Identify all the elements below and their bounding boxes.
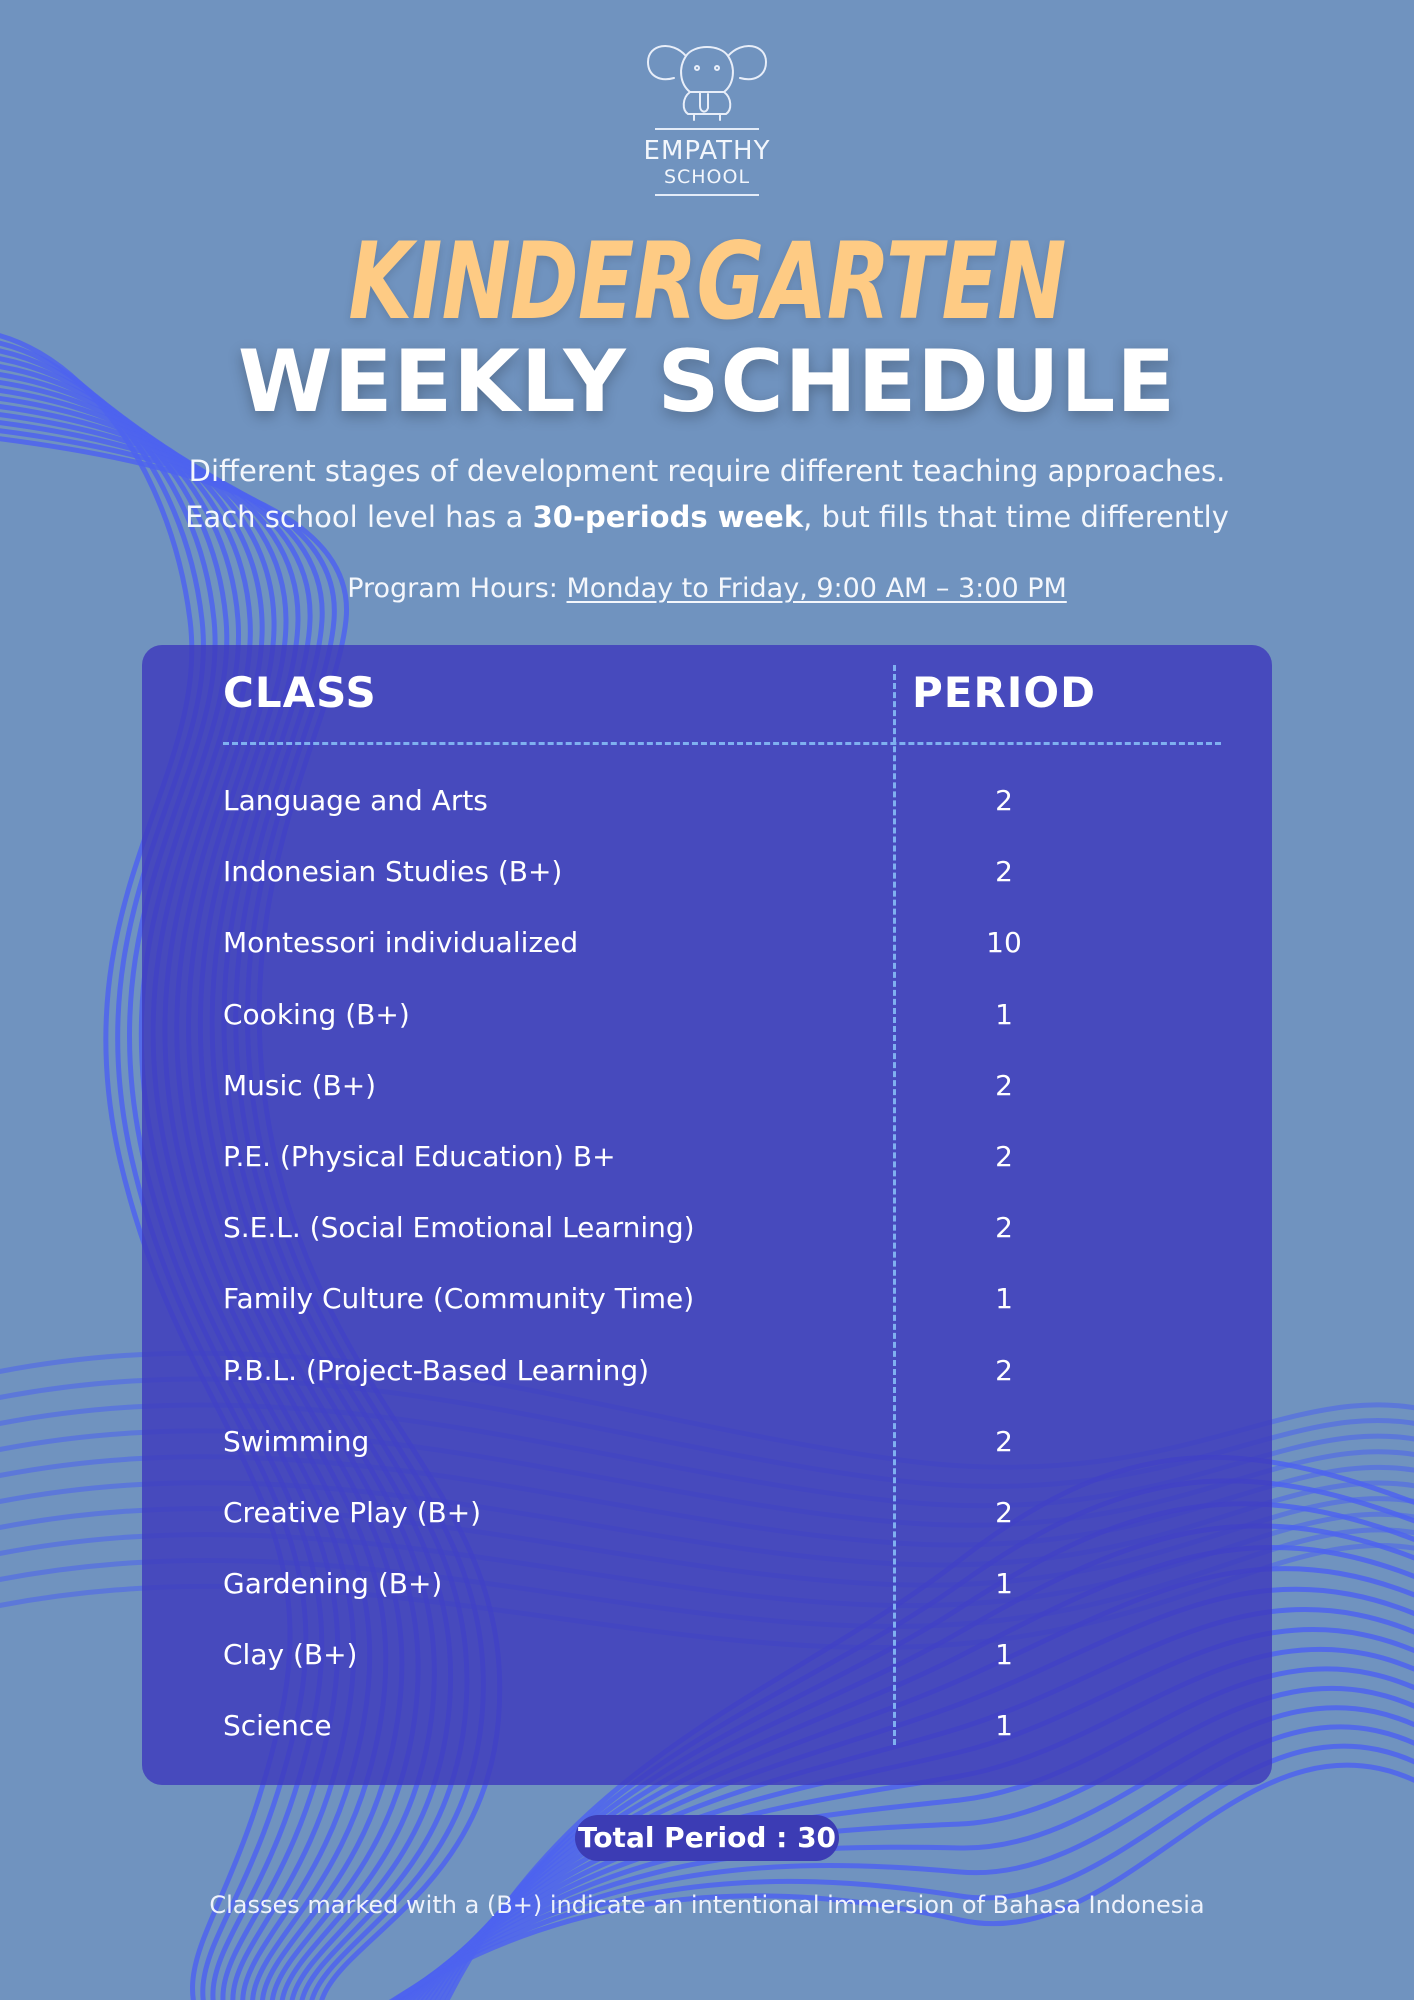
class-period: 2 — [995, 1068, 1013, 1102]
table-row — [142, 1414, 1272, 1485]
class-name: Creative Play (B+) — [223, 1495, 482, 1529]
class-period: 1 — [995, 1638, 1013, 1672]
table-row — [142, 1556, 1272, 1627]
elephant-icon — [642, 36, 772, 128]
table-row — [142, 1485, 1272, 1556]
class-period: 2 — [995, 784, 1013, 817]
program-hours-value: Monday to Friday, 9:00 AM – 3:00 PM — [566, 573, 1067, 604]
table-row — [142, 915, 1272, 986]
header-period: PERIOD — [911, 668, 1096, 717]
class-period: 2 — [995, 1495, 1013, 1529]
class-period: 10 — [986, 926, 1022, 960]
table-row — [142, 1200, 1272, 1271]
intro-text — [0, 448, 1414, 540]
logo-divider-top — [655, 128, 759, 130]
class-name: Gardening (B+) — [223, 1567, 443, 1601]
class-name: Family Culture (Community Time) — [223, 1282, 695, 1316]
table-row — [142, 987, 1272, 1058]
header-divider — [223, 742, 1221, 745]
class-period: 1 — [995, 1282, 1013, 1316]
table-row — [142, 1129, 1272, 1200]
title-kindergarten: KINDERGARTEN — [348, 220, 1066, 343]
class-period: 2 — [995, 1353, 1013, 1387]
class-name: Science — [223, 1709, 332, 1743]
intro-highlight: 30-periods week — [532, 500, 804, 534]
class-name: Cooking (B+) — [223, 997, 410, 1031]
class-period: 2 — [995, 1139, 1013, 1173]
program-hours — [0, 571, 1414, 607]
class-name: Clay (B+) — [223, 1638, 358, 1672]
logo-name: EMPATHY — [643, 136, 771, 166]
table-body — [142, 773, 1272, 1770]
class-period: 2 — [995, 855, 1013, 889]
class-period: 1 — [995, 1709, 1013, 1743]
intro-line-2-post: , but fills that time differently — [803, 500, 1229, 534]
logo-sub: SCHOOL — [663, 166, 751, 188]
intro-line-2 — [0, 494, 1414, 540]
table-row — [142, 1271, 1272, 1342]
class-name: Language and Arts — [223, 784, 488, 817]
title-weekly-schedule: WEEKLY SCHEDULE — [237, 332, 1177, 432]
class-period: 2 — [995, 1424, 1013, 1458]
table-row — [142, 1343, 1272, 1414]
class-name: S.E.L. (Social Emotional Learning) — [223, 1211, 695, 1245]
logo-divider-bottom — [655, 194, 759, 196]
program-hours-label: Program Hours: — [347, 573, 567, 604]
class-name: Indonesian Studies (B+) — [223, 855, 563, 889]
table-row — [142, 773, 1272, 844]
intro-line-2-pre: Each school level has a — [185, 500, 533, 534]
table-row — [142, 1058, 1272, 1129]
schedule-table — [142, 645, 1272, 1785]
header-class: CLASS — [223, 668, 377, 717]
table-row — [142, 844, 1272, 915]
class-period: 1 — [995, 1567, 1013, 1601]
class-name: Montessori individualized — [223, 926, 579, 960]
class-name: P.E. (Physical Education) B+ — [223, 1139, 616, 1173]
table-row — [142, 1627, 1272, 1698]
class-period: 1 — [995, 997, 1013, 1031]
total-period-badge: Total Period : 30 — [575, 1815, 839, 1861]
class-period: 2 — [995, 1211, 1013, 1245]
table-row — [142, 1698, 1272, 1769]
class-name: Swimming — [223, 1424, 370, 1458]
intro-line-1: Different stages of development require different teaching approaches. — [188, 454, 1226, 488]
footnote: Classes marked with a (B+) indicate an intentional immersion of Bahasa Indonesia — [209, 1891, 1205, 1919]
class-name: Music (B+) — [223, 1068, 377, 1102]
school-logo — [607, 36, 807, 206]
class-name: P.B.L. (Project-Based Learning) — [223, 1353, 650, 1387]
